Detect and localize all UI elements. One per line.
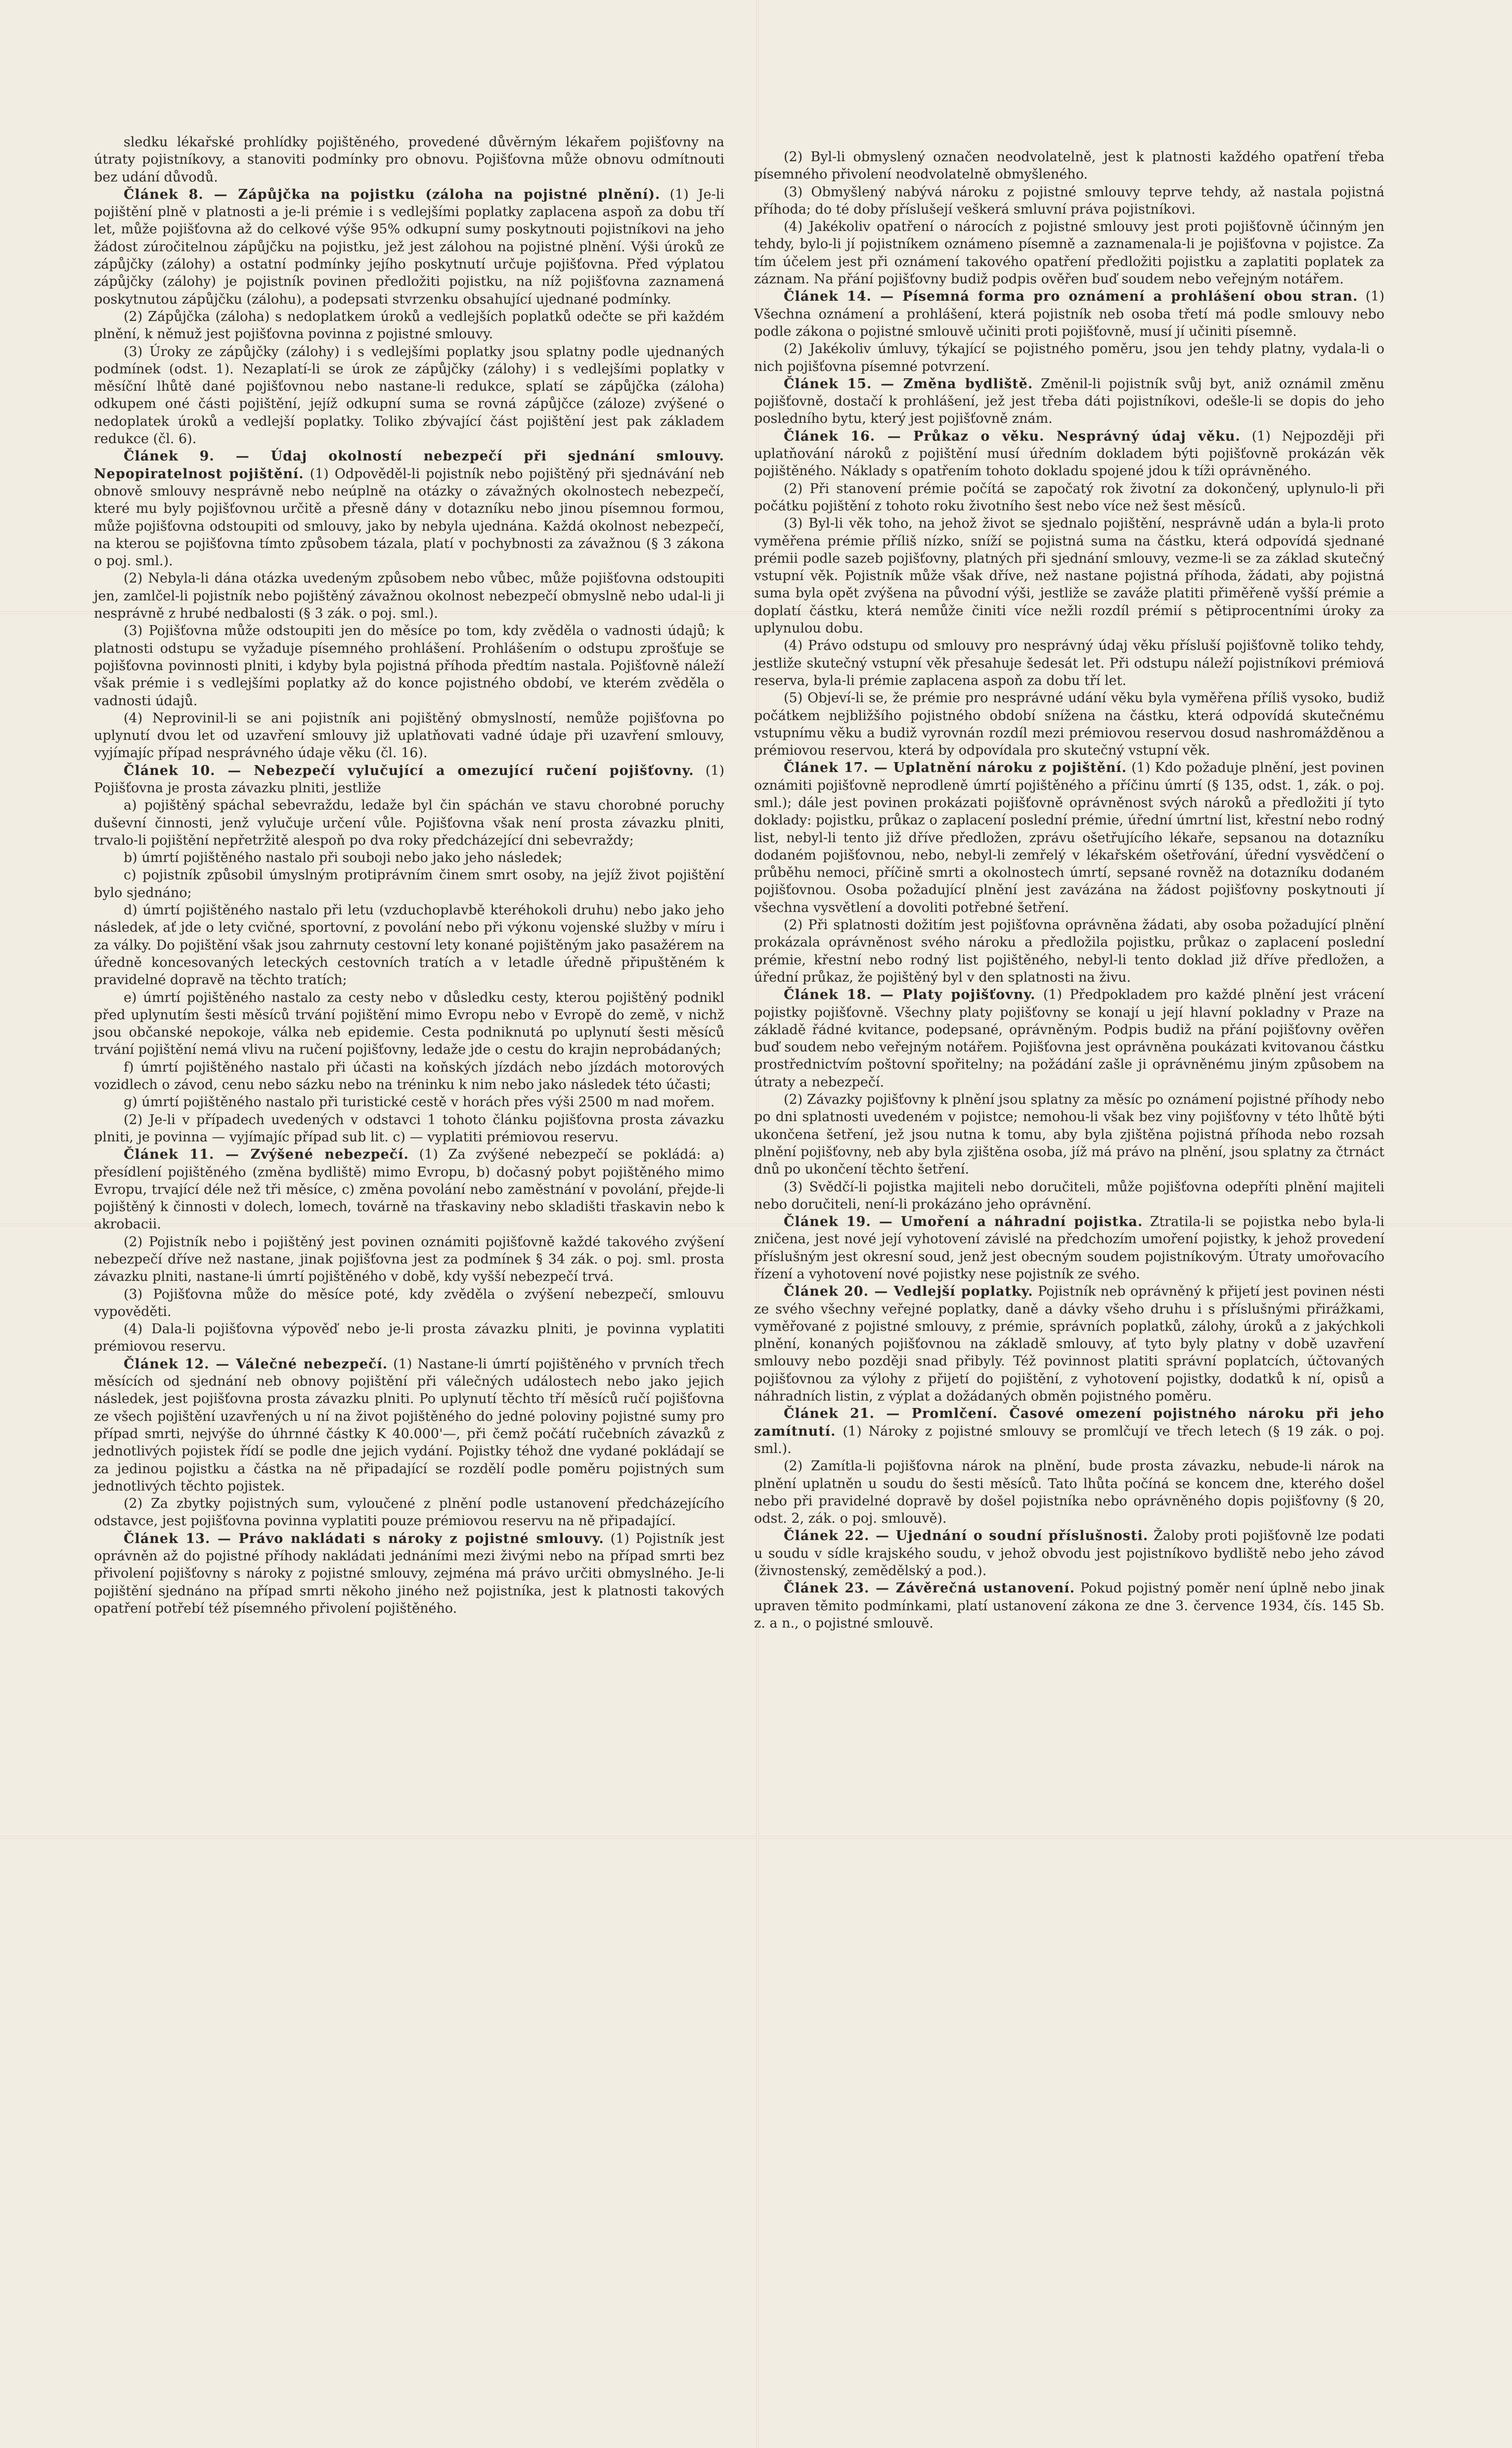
paragraph: [754, 1580, 1384, 1632]
paragraph-text: (2) Pojistník nebo i pojištěný jest povinen oznámiti pojišťovně každé takového zvýšení nebezpečí dříve než nastane, jinak pojišťovna jest za podmínek § 34 zák. o poj. sml. prosta závazku plniti, nastane-li úmrtí pojištěného v době, kdy vyšší nebezpečí trvá.: [94, 1234, 724, 1285]
right-column: [754, 148, 1384, 1632]
paragraph: [94, 1495, 724, 1530]
paragraph-text: g) úmrtí pojištěného nastalo při turistické cestě v horách přes výši 2500 m nad mořem.: [124, 1094, 715, 1110]
paragraph: [94, 1286, 724, 1321]
paragraph: [754, 689, 1384, 759]
paragraph: [94, 308, 724, 343]
paragraph: [754, 375, 1384, 428]
paragraph: [94, 1093, 724, 1111]
paragraph-text: (3) Byl-li věk toho, na jehož život se sjednalo pojištění, nesprávně udán a byla-li proto vyměřena prémie příliš nízko, sníží se pojistná suma na částku, která odpovídá sjednané prémii podle sazeb pojišťovny, platných při sjednání smlouvy, vezme-li se za základ skutečný vstupní věk. Pojistník může však dříve, než nastane pojistná příhoda, žádati, aby pojistná suma byla opět zvýšena na původní výši, jestliže se zaváže platiti přiměřeně vyšší prémie a doplatí částku, která nemůže činiti více nežli rozdíl prémií s pětiprocentními úroky za uplynulou dobu.: [754, 516, 1384, 636]
paragraph: [94, 797, 724, 849]
article-heading: Článek 21. — Promlčení. Časové omezení pojistného nároku při jeho zamítnutí.: [754, 1406, 1384, 1439]
left-column: [94, 134, 724, 1617]
paragraph: [94, 343, 724, 448]
paragraph-text: Změnil-li pojistník svůj byt, aniž oznámil změnu pojišťovně, dostačí k prohlášení, jež jest třeba dáti pojistníkovi, odešle-li se dopis do jeho posledního bytu, který jest pojišťovně znám.: [754, 376, 1384, 427]
paragraph: [754, 1091, 1384, 1178]
paragraph: [94, 902, 724, 989]
paragraph-text: Pokud pojistný poměr není úplně nebo jinak upraven těmito podmínkami, platí ustanovení zákona ze dne 3. července 1934, čís. 145 Sb. z. a n., o pojistné smlouvě.: [754, 1581, 1384, 1631]
paragraph: [754, 148, 1384, 183]
paragraph-text: (2) Jakékoliv úmluvy, týkající se pojistného poměru, jsou jen tehdy platny, vydala-li o nich pojišťovna písemné potvrzení.: [754, 341, 1384, 374]
paragraph-text: e) úmrtí pojištěného nastalo za cesty nebo v důsledku cesty, kterou pojištěný podnikl před uplynutím šesti měsíců trvání pojištění mimo Evropu nebo v Evropě do země, v nichž jsou občanské nepokoje, válka neb epidemie. Cesta podniknutá po uplynutí šesti měsíců trvání pojištění nemá vlivu na ručení pojišťovny, ledaže jde o cestu do krajin neprobádaných;: [94, 990, 724, 1058]
article-heading: Článek 13. — Právo nakládati s nároky z pojistné smlouvy.: [124, 1531, 604, 1546]
article-heading: Článek 19. — Umoření a náhradní pojistka.: [784, 1214, 1143, 1230]
article-heading: Článek 15. — Změna bydliště.: [784, 376, 1033, 392]
paragraph: [94, 570, 724, 622]
paragraph-text: (4) Jakékoliv opatření o nárocích z pojistné smlouvy jest proti pojišťovně účinným jen tehdy, bylo-li jí pojistníkem oznámeno písemně a zaznamenala-li je pojišťovna v pojistce. Za tím účelem jest při oznámení takového opatření předložiti pojistku a zaplatiti poplatek za záznam. Na přání pojišťovny budiž podpis ověřen buď soudem nebo veřejným notářem.: [754, 219, 1384, 287]
paragraph: [94, 186, 724, 308]
paragraph: [754, 288, 1384, 340]
paragraph: [94, 1320, 724, 1356]
paragraph-text: (1) Nejpozději při uplatňování nároků z pojištění musí úředním dokladem býti pojišťovně prokázán věk pojištěného. Náklady s opatřením tohoto dokladu spojené jdou k tíži oprávněného.: [754, 428, 1384, 479]
paragraph-text: (3) Úroky ze zápůjčky (zálohy) i s vedlejšími poplatky jsou splatny podle ujednaných podmínek (odst. 1). Nezaplatí-li se úrok ze zápůjčky (zálohy) i s vedlejšími poplatky v měsíční lhůtě dané pojišťovnou nebo nastane-li redukce, splatí se zápůjčka (záloha) odkupem oné části pojištění, jejíž odkupní suma se rovná zápůjčce (záloze) zvýšené o nedoplatek úroků a vedlejší poplatky. Toliko zbývající část pojištění jest pak základem redukce (čl. 6).: [94, 344, 724, 447]
paragraph: [94, 134, 724, 186]
paragraph-text: (4) Právo odstupu od smlouvy pro nesprávný údaj věku přísluší pojišťovně toliko tehdy, jestliže skutečný vstupní věk přesahuje šedesát let. Při odstupu náleží pojistníkovi prémiová reserva, byla-li prémie zaplacena aspoň za dobu tří let.: [754, 638, 1384, 688]
paragraph-text: (2) Zápůjčka (záloha) s nedoplatkem úroků a vedlejších poplatků odečte se při každém plnění, k němuž jest pojišťovna povinna z pojistné smlouvy.: [94, 309, 724, 342]
article-heading: Článek 17. — Uplatnění nároku z pojištění.: [784, 760, 1127, 776]
paragraph-text: (1) Pojišťovna je prosta závazku plniti, jestliže: [94, 763, 724, 796]
article-heading: Článek 9. — Údaj okolností nebezpečí při sjednání smlouvy. Nepopiratelnost pojištění.: [94, 449, 724, 482]
paragraph-text: Žaloby proti pojišťovně lze podati u soudu v sídle krajského soudu, v jehož obvodu jest pojistníkovo bydliště nebo jeho závod (živnostenský, zemědělský a pod.).: [754, 1528, 1385, 1579]
paragraph-text: (2) Závazky pojišťovny k plnění jsou splatny za měsíc po oznámení pojistné příhody nebo po dni splatnosti uvedeném v pojistce; nemohou-li však bez viny pojišťovny v této lhůtě býti ukončena šetření, jež jsou nutna k tomu, aby byla zjištěna pojistná příhoda nebo rozsah plnění pojišťovny, neb aby byla zjištěna osoba, jíž má právo na plnění, jsou splatny za čtrnáct dnů po ukončení těchto šetření.: [754, 1092, 1384, 1178]
paragraph: [94, 448, 724, 570]
paragraph-text: (1) Nastane-li úmrtí pojištěného v prvních třech měsících od sjednání neb obnovy pojištění při válečných událostech nebo jako jejich následek, jest pojišťovna prosta závazku plniti. Po uplynutí těchto tří měsíců ručí pojišťovna ze všech pojištění uzavřených u ní na život pojištěného do jedné poloviny pojistné sumy pro případ smrti, nejvýše do úhrnné částky K 40.000'—, při čemž počátí ručebních závazků z jednotlivých pojistek řídí se podle dne jejich vydání. Pojistky téhož dne vydané pokládají se za jedinou pojistku a částka na ně připadající se rozdělí podle poměru pojistných sum jednotlivých těchto pojistek.: [94, 1356, 724, 1494]
article-heading: Článek 20. — Vedlejší poplatky.: [784, 1284, 1033, 1300]
paragraph-text: (2) Při stanovení prémie počítá se započatý rok životní za dokončený, uplynulo-li při počátku pojištění z tohoto roku životního šest nebo více než šest měsíců.: [754, 481, 1384, 514]
paragraph: [754, 1179, 1384, 1214]
paragraph-text: (1) Odpověděl-li pojistník nebo pojištěný při sjednávání neb obnově smlouvy nesprávně nebo neúplně na otázky o závažných okolnostech nebezpečí, které mu byly pojišťovnou určitě a přesně dány v dotazníku nebo jinou písemnou formou, může pojišťovna odstoupiti od smlouvy, jako by nebyla ujednána. Každá okolnost nebezpečí, na kterou se pojišťovna tímto způsobem tázala, platí v pochybnosti za závažnou (§ 3 zákona o poj. sml.).: [94, 466, 724, 569]
article-heading: Článek 14. — Písemná forma pro oznámení a prohlášení obou stran.: [784, 289, 1358, 305]
article-heading: Článek 22. — Ujednání o soudní příslušnosti.: [784, 1528, 1149, 1544]
paragraph-text: (2) Byl-li obmyslený označen neodvolatelně, jest k platnosti každého opatření třeba písemného přivolení neodvolatelně obmyšleného.: [754, 149, 1384, 182]
paragraph-text: Ztratila-li se pojistka nebo byla-li zničena, jest nové její vyhotovení závislé na předchozím umoření pojistky, k jehož provedení příslušným jest okresní soud, jenž jest obecným soudem pojistníkovým. Útraty umořovacího řízení a vyhotovení nové pojistky nese pojistník ze svého.: [754, 1214, 1384, 1282]
paragraph-text: (1) Předpokladem pro každé plnění jest vrácení pojistky pojišťovně. Všechny platy pojišťovny se konají u její hlavní pokladny v Praze na základě řádné kvitance, podepsané, oprávněným. Podpis budiž na přání pojišťovny ověřen buď soudem nebo veřejným notářem. Pojišťovna jest oprávněna poukázati kvitovanou částku prostřednictvím poštovní spořitelny; na požádání zašle ji oprávněnému jiným způsobem na útraty a nebezpečí.: [754, 987, 1385, 1090]
paragraph-text: (2) Zamítla-li pojišťovna nárok na plnění, bude prosta závazku, nebude-li nárok na plnění uplatněn u soudu do šesti měsíců. Tato lhůta počíná se koncem dne, kterého došel nebo při pravidelné dopravě by došel pojistníka nebo oprávněného dopis pojišťovny (§ 20, odst. 2, zák. o poj. smlouvě).: [754, 1458, 1384, 1527]
paragraph: [754, 340, 1384, 375]
article-heading: Článek 10. — Nebezpečí vylučující a omezující ručení pojišťovny.: [124, 763, 694, 778]
paragraph-text: (4) Dala-li pojišťovna výpověď nebo je-li prosta závazku plniti, je povinna vyplatiti prémiovou reservu.: [94, 1321, 724, 1355]
article-heading: Článek 18. — Platy pojišťovny.: [784, 987, 1036, 1003]
paragraph: [94, 989, 724, 1059]
paragraph: [754, 916, 1384, 986]
paragraph-text: (3) Pojišťovna může do měsíce poté, kdy zvěděla o zvýšení nebezpečí, smlouvu vypověděti.: [94, 1286, 724, 1319]
paragraph: [754, 515, 1384, 637]
paragraph-text: (5) Objeví-li se, že prémie pro nesprávné udání věku byla vyměřena příliš vysoko, budiž počátkem nejbližšího pojistného období snížena na částku, která odpovídá skutečnému vstupnímu věku a budiž vyrovnán rozdíl mezi prémiovou reservou dosud nashromážděnou a prémiovou reservou, která by odpovídala pro skutečný vstupní věk.: [754, 690, 1384, 759]
paragraph: [94, 1059, 724, 1094]
paragraph-text: c) pojistník způsobil úmyslným protiprávním činem smrt osoby, na jejíž život pojištění bylo sjednáno;: [94, 867, 724, 901]
paragraph-text: (3) Svědčí-li pojistka majiteli nebo doručiteli, může pojišťovna odepříti plnění majiteli nebo doručiteli, není-li prokázáno jeho oprávnění.: [754, 1179, 1384, 1212]
paragraph: [754, 218, 1384, 288]
article-heading: Článek 8. — Zápůjčka na pojistku (záloha na pojistné plnění).: [124, 186, 661, 202]
article-heading: Článek 11. — Zvýšené nebezpečí.: [124, 1147, 409, 1163]
article-heading: Článek 16. — Průkaz o věku. Nesprávný údaj věku.: [784, 428, 1241, 444]
paragraph-text: f) úmrtí pojištěného nastalo při účasti na koňských jízdách nebo jízdách motorových vozidlech o závod, cenu nebo sázku nebo na tréninku k nim nebo jako následek této účasti;: [94, 1059, 724, 1093]
paragraph-text: (3) Obmyšlený nabývá nároku z pojistné smlouvy teprve tehdy, až nastala pojistná příhoda; do té doby příslušejí veškerá smluvní práva pojistníkovi.: [754, 184, 1384, 217]
paragraph-text: Pojistník neb oprávněný k přijetí jest povinen nésti ze svého všechny veřejné poplatky, daně a dávky všeho druhu i s příslušnými přirážkami, vyměřované z pojistné smlouvy, z prémie, správních poplatků, zálohy, úroků a z jakýchkoli plnění, konaných pojišťovnou na základě smlouvy, ať tyto byly platny v době uzavření smlouvy nebo později snad přibyly. Též povinnost platiti správní poplatcích, účtovaných pojišťovnou za výlohy z přijetí do pojištění, z vyhotovení pojistky, dodatků k ní, opisů a náhradních listin, z výplat a dožádaných obměn pojistného poměru.: [754, 1284, 1384, 1405]
paragraph-text: b) úmrtí pojištěného nastalo při souboji nebo jako jeho následek;: [124, 850, 563, 866]
paragraph: [754, 759, 1384, 916]
paragraph: [754, 1213, 1384, 1283]
paragraph: [754, 183, 1384, 219]
paragraph-text: (1) Za zvýšené nebezpečí se pokládá: a) přesídlení pojištěného (změna bydliště) mimo Evropu, b) dočasný pobyt pojištěného mimo Evropu, trvající déle než tři měsíce, c) změna povolání nebo zaměstnání v povolání, přejde-li pojištěný k činnosti v dolech, lomech, továrně na třaskaviny nebo skladišti třaskavin nebo k akrobacii.: [94, 1147, 724, 1232]
paragraph: [754, 1283, 1384, 1405]
paragraph: [754, 1457, 1384, 1527]
paragraph: [94, 762, 724, 797]
paragraph: [94, 622, 724, 709]
paragraph-text: (2) Je-li v případech uvedených v odstavci 1 tohoto článku pojišťovna prosta závazku plniti, je povinna — vyjímajíc případ sub lit. c) — vyplatiti prémiovou reservu.: [94, 1112, 724, 1145]
paragraph-text: (1) Je-li pojištění plně v platnosti a je-li prémie i s vedlejšími poplatky zaplacena aspoň za dobu tří let, může pojišťovna až do celkové výše 95% odkupní sumy poskytnouti pojistníkovi na jeho žádost zúročitelnou zápůjčku na pojistku, jež jest zálohou na pojistné plnění. Výši úroků ze zápůjčky (zálohy) a ostatní podmínky jejího poskytnutí určuje pojišťovna. Před výplatou zápůjčky (zálohy) je pojistník povinen předložiti pojistku, na níž pojišťovna zaznamená poskytnutou zápůjčku (zálohu), a podepsati stvrzenku obsahující ujednané podmínky.: [94, 186, 725, 307]
article-heading: Článek 12. — Válečné nebezpečí.: [124, 1356, 388, 1372]
paragraph-text: d) úmrtí pojištěného nastalo při letu (vzduchoplavbě kteréhokoli druhu) nebo jako jeho následek, ať jde o lety cvičné, sportovní, z povolání nebo při výkonu vojenské služby v míru i za války. Do pojištění však jsou zahrnuty cestovní lety konané pojištěným jako pasažérem na úředně koncesovaných leteckých cestovních tratích a v letadle úředně připuštěném k pravidelné dopravě na těchto tratích;: [94, 903, 724, 988]
paragraph: [754, 428, 1384, 480]
paragraph: [94, 1356, 724, 1495]
article-heading: Článek 23. — Závěrečná ustanovení.: [784, 1581, 1075, 1596]
paragraph: [754, 1527, 1384, 1580]
paragraph: [94, 710, 724, 762]
paragraph-text: (4) Neprovinil-li se ani pojistník ani pojištěný obmyslností, nemůže pojišťovna po uplynutí dvou let od uzavření smlouvy již uplatňovati vadné údaje při uzavření smlouvy, vyjímajíc případ nesprávného údaje věku (čl. 16).: [94, 710, 724, 761]
paragraph-text: (1) Pojistník jest oprávněn až do pojistné příhody nakládati jednáními mezi živými nebo na případ smrti bez přivolení pojišťovny s nároky z pojistné smlouvy, zejména má právo určiti obmyslného. Je-li pojištění sjednáno na případ smrti někoho jiného než pojistníka, jest k platnosti takových opatření potřebí též písemného přivolení pojištěného.: [94, 1531, 724, 1616]
paragraph-text: (1) Kdo požaduje plnění, jest povinen oznámiti pojišťovně neprodleně úmrtí pojištěného a příčinu úmrtí (§ 135, odst. 1, zák. o poj. sml.); dále jest povinen prokázati pojišťovně oprávněnost svých nároků a předložiti jí tyto doklady: pojistku, průkaz o zaplacení poslední prémie, úřední úmrtní list, křestní nebo rodný list, nebyl-li tento již dříve předložen, zprávu ošetřujícího lékaře, sepsanou na dotazníku dodaném pojišťovnou, nebo, nebyl-li zemřelý v lékařském ošetřování, úřední vysvědčení o průběhu nemoci, příčině smrti a okolnostech úmrtí, sepsané rovněž na dotazníku dodaném pojišťovnou. Osoba požadující plnění jest zavázána na žádost pojišťovny poskytnouti jí všechna vysvětlení a dovoliti potřebné šetření.: [754, 760, 1384, 915]
paragraph-text: (2) Při splatnosti dožitím jest pojišťovna oprávněna žádati, aby osoba požadující plnění prokázala oprávněnost svého nároku a předložila pojistku, průkaz o zaplacení poslední prémie, křestní nebo rodný list pojištěného, nebyl-li tento doklad již dříve předložen, a úřední průkaz, že pojištěný byl v den splatnosti na živu.: [754, 917, 1384, 985]
paragraph: [754, 480, 1384, 515]
paragraph: [754, 637, 1384, 689]
paragraph-text: (1) Všechna oznámení a prohlášení, která pojistník neb osoba třetí má podle smlouvy nebo podle zákona o pojistné smlouvě učiniti proti pojišťovně, musí jí učiniti písemně.: [754, 289, 1384, 339]
paragraph: [754, 1405, 1384, 1457]
paragraph-text: (3) Pojišťovna může odstoupiti jen do měsíce po tom, kdy zvěděla o vadnosti údajů; k platnosti odstupu se vyžaduje písemného prohlášení. Prohlášením o odstupu zprošťuje se pojišťovna povinnosti plniti, i kdyby byla pojistná příhoda předtím nastala. Pojišťovně náleží však prémie i s vedlejšími poplatky až do konce pojistného období, ve kterém zvěděla o vadnosti údajů.: [94, 623, 724, 709]
paragraph-text: a) pojištěný spáchal sebevraždu, ledaže byl čin spáchán ve stavu chorobné poruchy duševní činnosti, jenž vylučuje určení vůle. Pojišťovna však není prosta závazku plniti, trvalo-li pojištění nepřetržitě alespoň po dva roky předcházející dni sebevraždy;: [94, 798, 724, 848]
paragraph: [94, 1530, 724, 1617]
paragraph-text: (1) Nároky z pojistné smlouvy se promlčují ve třech letech (§ 19 zák. o poj. sml.).: [754, 1423, 1384, 1456]
paragraph-text: (2) Nebyla-li dána otázka uvedeným způsobem nebo vůbec, může pojišťovna odstoupiti jen, zamlčel-li pojistník nebo pojištěný závažnou okolnost nebezpečí obmyslně nebo udal-li ji nesprávně z hrubé nedbalosti (§ 3 zák. o poj. sml.).: [94, 571, 724, 622]
paragraph-text: sledku lékařské prohlídky pojištěného, provedené důvěrným lékařem pojišťovny na útraty pojistníkovy, a stanoviti podmínky pro obnovu. Pojišťovna může obnovu odmítnouti bez udání důvodů.: [94, 135, 724, 185]
paragraph: [94, 849, 724, 866]
paragraph: [754, 986, 1384, 1091]
paragraph-text: (2) Za zbytky pojistných sum, vyloučené z plnění podle ustanovení předcházejícího odstavce, jest pojišťovna povinna vyplatiti pouze prémiovou reservu na ně připadající.: [94, 1496, 724, 1529]
paragraph: [94, 866, 724, 902]
paragraph: [94, 1146, 724, 1233]
paragraph: [94, 1233, 724, 1286]
paragraph: [94, 1111, 724, 1146]
